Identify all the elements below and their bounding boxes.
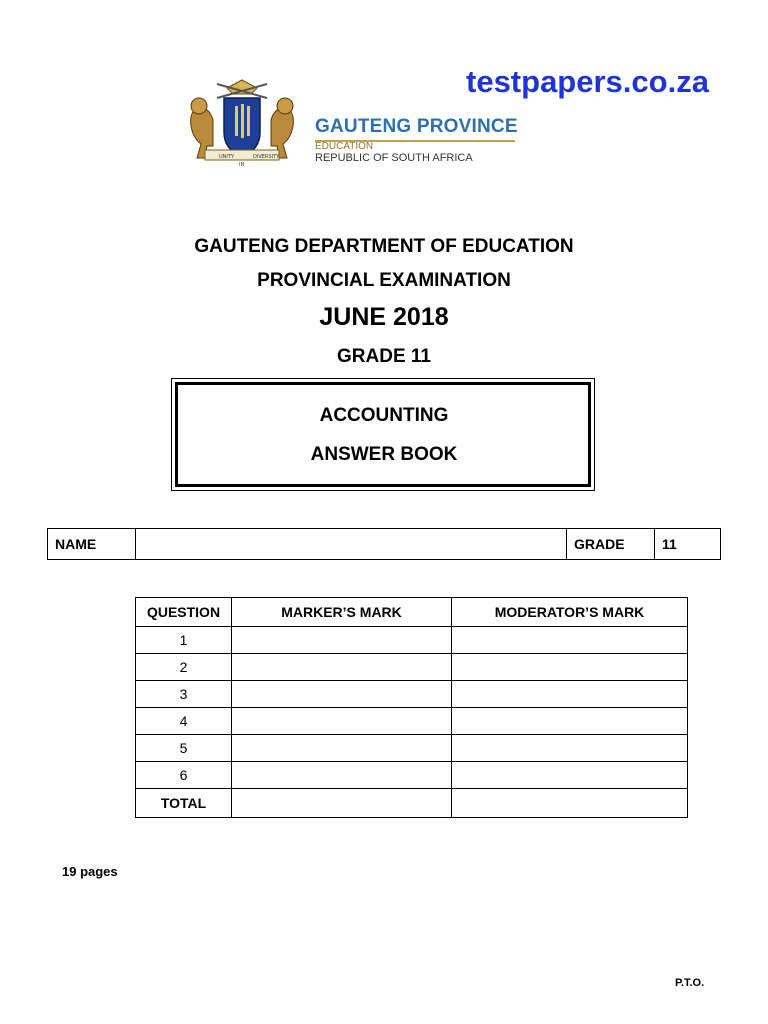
grade-value: 11 bbox=[655, 529, 721, 560]
moderators-mark-cell[interactable] bbox=[452, 762, 688, 789]
logo-subtitle: EDUCATION bbox=[315, 141, 374, 152]
moderators-mark-cell[interactable] bbox=[452, 681, 688, 708]
exam-heading: PROVINCIAL EXAMINATION bbox=[257, 270, 511, 291]
answer-book-title: ANSWER BOOK bbox=[310, 444, 458, 465]
page-count: 19 pages bbox=[62, 864, 118, 879]
marks-header-row bbox=[136, 598, 688, 627]
markers-mark-cell[interactable] bbox=[232, 762, 452, 789]
markers-mark-cell[interactable] bbox=[232, 681, 452, 708]
motto-mid: IN bbox=[239, 162, 245, 168]
pto-note: P.T.O. bbox=[675, 977, 705, 989]
table-row bbox=[136, 762, 688, 789]
logo-title: GAUTENG PROVINCE bbox=[315, 116, 518, 137]
markers-mark-cell[interactable] bbox=[232, 654, 452, 681]
motto-right: DIVERSITY bbox=[253, 154, 280, 160]
grade-label: GRADE bbox=[567, 529, 655, 560]
total-label: TOTAL bbox=[136, 789, 232, 818]
markers-mark-cell[interactable] bbox=[232, 735, 452, 762]
moderators-mark-cell[interactable] bbox=[452, 654, 688, 681]
header-question: QUESTION bbox=[136, 598, 232, 627]
header-moderators-mark: MODERATOR’S MARK bbox=[452, 598, 688, 627]
grade-heading: GRADE 11 bbox=[337, 346, 431, 367]
moderators-total-cell[interactable] bbox=[452, 789, 688, 818]
question-number: 3 bbox=[136, 681, 232, 708]
motto-left: UNITY bbox=[219, 154, 234, 160]
subject-box-inner-border bbox=[175, 382, 591, 487]
candidate-info-table bbox=[47, 528, 721, 560]
name-field[interactable] bbox=[136, 529, 567, 560]
moderators-mark-cell[interactable] bbox=[452, 735, 688, 762]
question-number: 1 bbox=[136, 627, 232, 654]
header-markers-mark: MARKER’S MARK bbox=[232, 598, 452, 627]
subject-box bbox=[171, 378, 595, 491]
question-number: 4 bbox=[136, 708, 232, 735]
moderators-mark-cell[interactable] bbox=[452, 708, 688, 735]
question-number: 2 bbox=[136, 654, 232, 681]
marks-table bbox=[135, 597, 688, 818]
markers-mark-cell[interactable] bbox=[232, 708, 452, 735]
candidate-info-row bbox=[48, 529, 721, 560]
table-row bbox=[136, 654, 688, 681]
exam-date: JUNE 2018 bbox=[319, 303, 449, 331]
department-heading: GAUTENG DEPARTMENT OF EDUCATION bbox=[194, 236, 574, 257]
table-row bbox=[136, 735, 688, 762]
moderators-mark-cell[interactable] bbox=[452, 627, 688, 654]
site-watermark: testpapers.co.za bbox=[466, 64, 709, 99]
question-number: 5 bbox=[136, 735, 232, 762]
markers-total-cell[interactable] bbox=[232, 789, 452, 818]
table-row bbox=[136, 708, 688, 735]
table-row bbox=[136, 681, 688, 708]
total-row bbox=[136, 789, 688, 818]
coat-of-arms-icon bbox=[177, 78, 307, 170]
logo-country: REPUBLIC OF SOUTH AFRICA bbox=[315, 152, 473, 164]
table-row bbox=[136, 627, 688, 654]
question-number: 6 bbox=[136, 762, 232, 789]
markers-mark-cell[interactable] bbox=[232, 627, 452, 654]
name-label: NAME bbox=[48, 529, 136, 560]
subject-title: ACCOUNTING bbox=[319, 405, 449, 426]
